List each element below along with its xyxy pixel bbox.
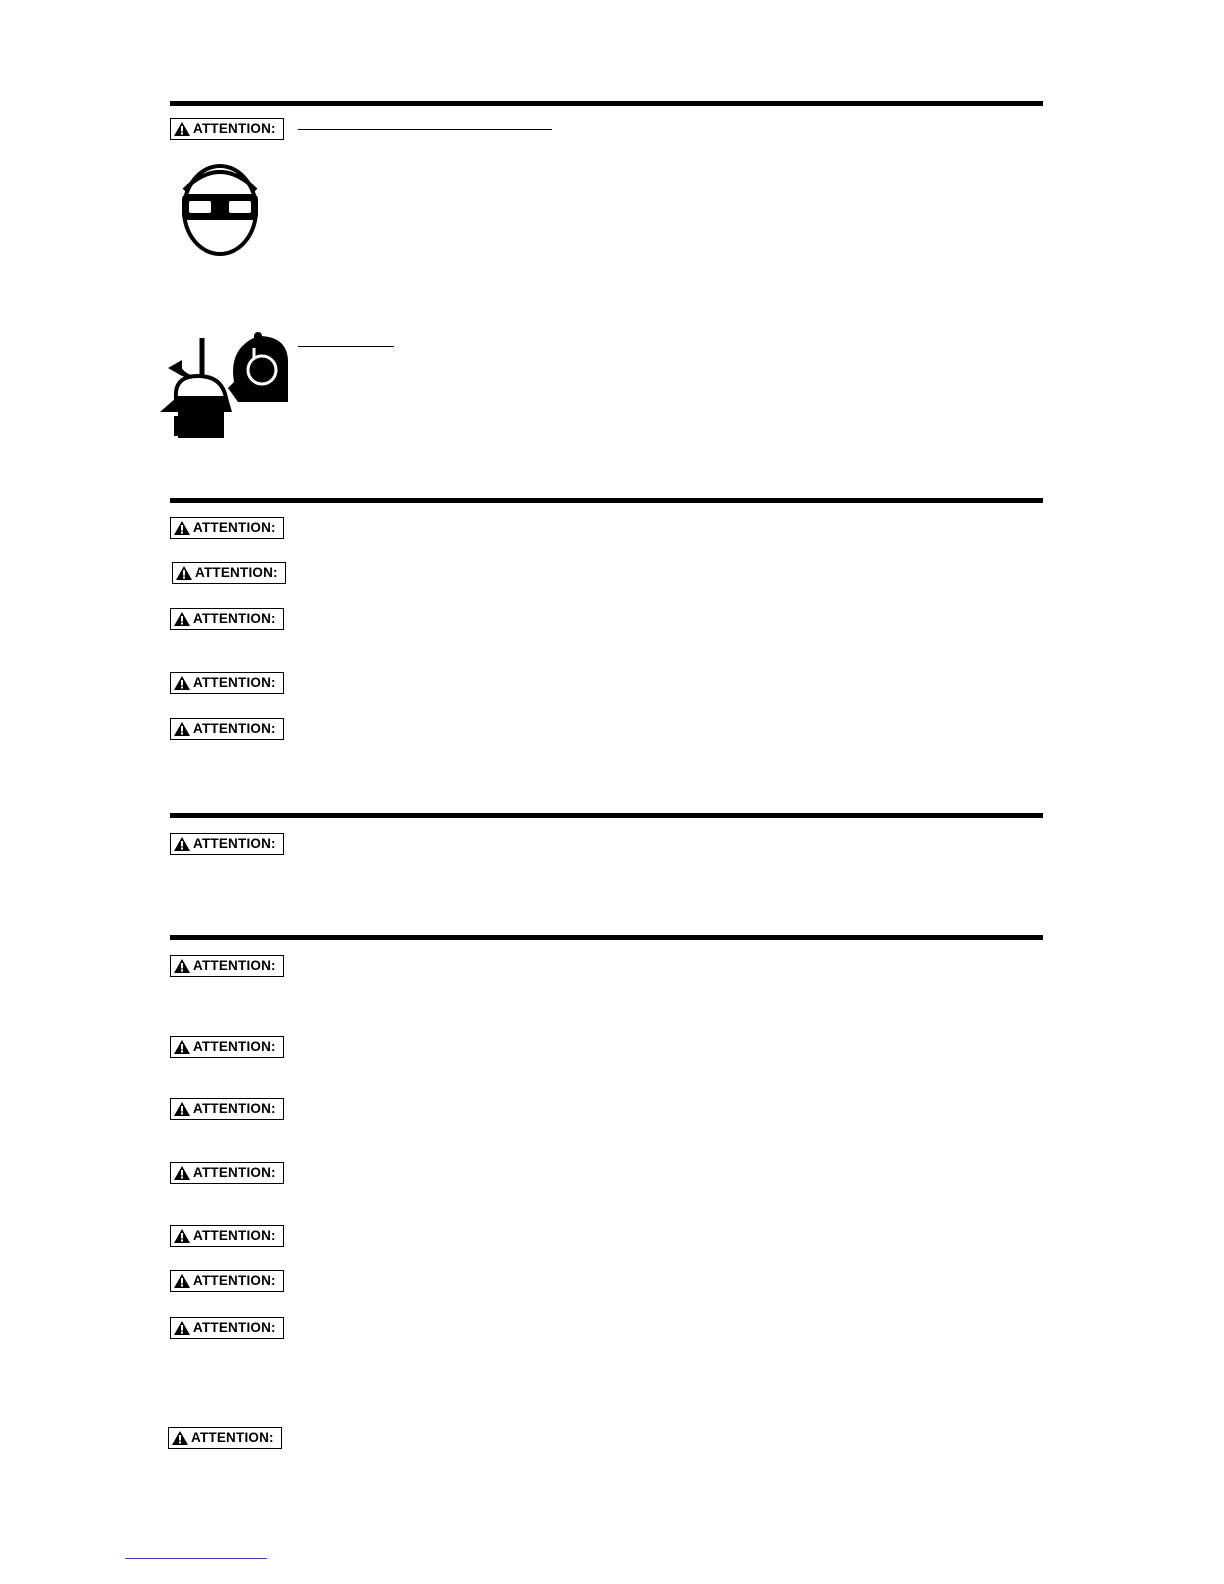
attention-label: ATTENTION: <box>195 565 278 581</box>
attention-badge-13 <box>170 1270 284 1292</box>
attention-label: ATTENTION: <box>193 675 276 691</box>
attention-badge-9 <box>170 1036 284 1058</box>
attention-badge-3 <box>172 562 286 584</box>
hard-hat-ear-protection-icon <box>158 332 290 438</box>
attention-label: ATTENTION: <box>193 121 276 137</box>
attention-badge-7 <box>170 833 284 855</box>
attention-label: ATTENTION: <box>193 520 276 536</box>
warning-triangle-icon <box>174 1321 190 1335</box>
section-divider-2 <box>170 498 1043 503</box>
attention-label: ATTENTION: <box>193 611 276 627</box>
attention-label: ATTENTION: <box>193 1101 276 1117</box>
warning-triangle-icon <box>174 676 190 690</box>
warning-triangle-icon <box>174 1040 190 1054</box>
attention-badge-11 <box>170 1162 284 1184</box>
warning-triangle-icon <box>174 1229 190 1243</box>
attention-badge-14 <box>170 1317 284 1339</box>
warning-triangle-icon <box>174 521 190 535</box>
warning-triangle-icon <box>174 612 190 626</box>
warning-triangle-icon <box>174 1166 190 1180</box>
heading-underline-2 <box>298 346 394 347</box>
warning-triangle-icon <box>174 122 190 136</box>
warning-triangle-icon <box>176 566 192 580</box>
warning-triangle-icon <box>172 1431 188 1445</box>
attention-label: ATTENTION: <box>193 958 276 974</box>
attention-label: ATTENTION: <box>193 1228 276 1244</box>
attention-badge-6 <box>170 718 284 740</box>
heading-underline-1 <box>298 129 552 130</box>
attention-label: ATTENTION: <box>193 721 276 737</box>
warning-triangle-icon <box>174 837 190 851</box>
warning-triangle-icon <box>174 1274 190 1288</box>
warning-triangle-icon <box>174 959 190 973</box>
attention-badge-5 <box>170 672 284 694</box>
safety-goggles-face-icon <box>180 160 260 256</box>
section-divider-4 <box>170 935 1043 940</box>
section-divider-3 <box>170 813 1043 818</box>
attention-label: ATTENTION: <box>193 1273 276 1289</box>
attention-label: ATTENTION: <box>193 1165 276 1181</box>
attention-badge-12 <box>170 1225 284 1247</box>
warning-triangle-icon <box>174 722 190 736</box>
attention-badge-1 <box>170 118 284 140</box>
attention-badge-4 <box>170 608 284 630</box>
attention-badge-2 <box>170 517 284 539</box>
attention-label: ATTENTION: <box>193 1320 276 1336</box>
attention-badge-15 <box>168 1427 282 1449</box>
warning-triangle-icon <box>174 1102 190 1116</box>
attention-label: ATTENTION: <box>193 836 276 852</box>
attention-label: ATTENTION: <box>193 1039 276 1055</box>
section-divider-1 <box>170 101 1043 106</box>
attention-label: ATTENTION: <box>191 1430 274 1446</box>
attention-badge-10 <box>170 1098 284 1120</box>
attention-badge-8 <box>170 955 284 977</box>
footer-link-underline[interactable] <box>125 1558 267 1559</box>
